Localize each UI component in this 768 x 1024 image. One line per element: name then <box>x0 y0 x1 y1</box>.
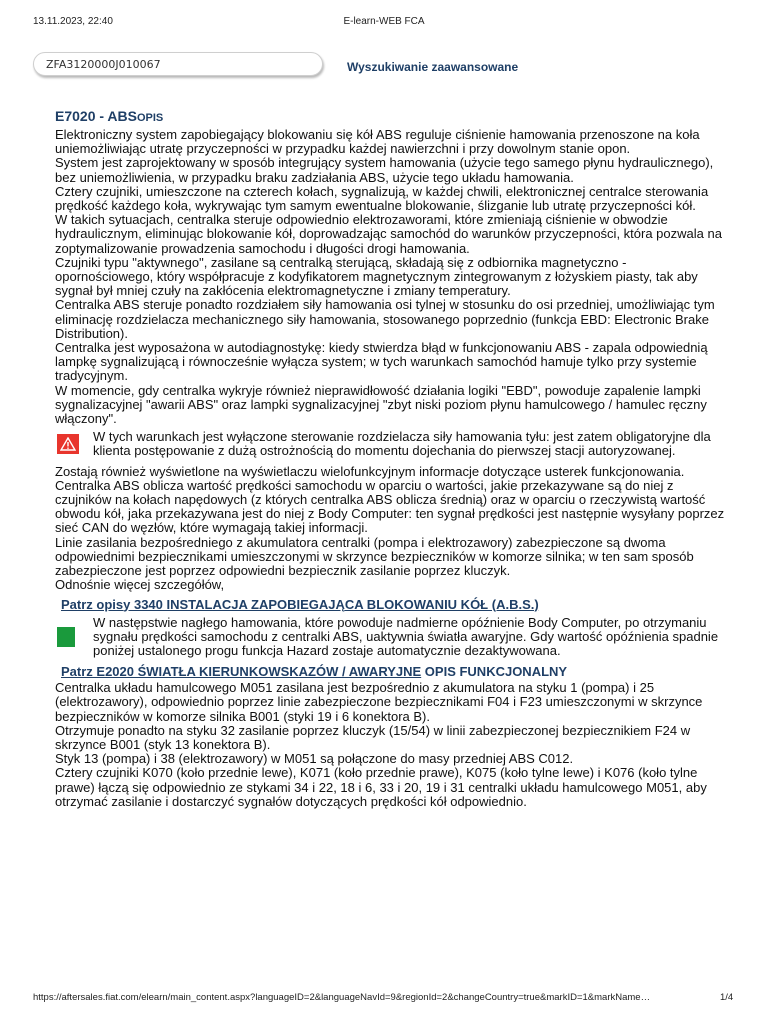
document-content <box>55 108 725 809</box>
body-paragraph: Centralka jest wyposażona w autodiagnostykę: kiedy stwierdza błąd w funkcjonowaniu ABS - zapala odpowiednią lampkę sygnalizującą i równocześnie wyłącza system; w tych warunkach samochód hamuje tylko przy systemie tradycyjnym. <box>55 340 708 384</box>
body-paragraph: Cztery czujniki K070 (koło przednie lewe), K071 (koło przednie prawe), K075 (koło tylne lewe) i K076 (koło tylne prawe) łączą się odpowiednio ze stykami 34 i 22, 18 i 6, 33 i 20, 19 i 31 centralki układu hamulcowego M051, aby otrzymać zasilanie i dostarczyć sygnałów dotyczących prędkości kół odpowiednio. <box>55 765 707 809</box>
body-paragraph: Czujniki typu "aktywnego", zasilane są centralką sterującą, składają się z odbiornika magnetyczno - opornościowego, który współpracuje z kodyfikatorem magnetycznym zintegrowanym z łożyskiem piasty, tak aby sygnał był mniej czuły na zakłócenia elektromagnetyczne i zmiany temperatury. <box>55 254 698 299</box>
description-paragraphs-3 <box>55 681 725 809</box>
reference-link-3340[interactable]: Patrz opisy 3340 INSTALACJA ZAPOBIEGAJĄCA BLOKOWANIU KÓŁ (A.B.S.) <box>61 596 539 612</box>
print-url: https://aftersales.fiat.com/elearn/main_content.aspx?languageID=2&languageNavId=9&regionId=2&changeCountry=true&markID=1&markName… <box>33 992 651 1003</box>
body-paragraph: Styk 13 (pompa) i 38 (elektrozawory) w M051 są połączone do masy przedniej ABS C012. <box>55 751 574 767</box>
reference-link-e2020[interactable]: Patrz E2020 ŚWIATŁA KIERUNKOWSKAZÓW / AWARYJNE <box>61 664 422 680</box>
body-paragraph: System jest zaprojektowany w sposób integrujący system hamowania (użycie tego samego płynu hydraulicznego), bez uniemożliwienia, w przypadku braku zadziałania ABS, użycie tego układu hamowania. <box>55 155 714 185</box>
body-paragraph: W momencie, gdy centralka wykryje również nieprawidłowość działania logiki "EBD", powoduje zapalenie lampki sygnalizacyjnej "awarii ABS" oraz lampki sygnalizacyjnej "zbyt niski poziom płynu hamulcowego / hamulec ręczny włączony". <box>55 382 707 427</box>
reference-hazard-lights <box>61 664 725 679</box>
body-paragraph: Otrzymuje ponadto na styku 32 zasilanie poprzez kluczyk (15/54) w linii zabezpieczonej bezpiecznikiem F24 w skrzynce B001 (styk 13 konektora B). <box>55 722 691 752</box>
body-paragraph: Cztery czujniki, umieszczone na czterech kołach, sygnalizują, w każdej chwili, elektronicznej centralce sterowania prędkość każdego koła, wykrywając tym samym ewentualne blokowanie, ślizganie lub utratę przyczepności kół. <box>55 183 709 214</box>
body-paragraph: Centralka układu hamulcowego M051 zasilana jest bezpośrednio z akumulatora na styku 1 (pompa) i 25 (elektrozawory), odpowiednio poprzez linie zabezpieczone bezpiecznikami F04 i F23 umieszczonymi w skrzynce bezpieczników w komorze silnika B001 (styki 19 i 6 konektora B). <box>55 680 703 724</box>
warning-note <box>55 430 725 458</box>
vin-search-input[interactable] <box>33 52 323 76</box>
advanced-search-link[interactable]: Wyszukiwanie zaawansowane <box>347 60 519 74</box>
info-note-text: W następstwie nagłego hamowania, które powoduje nadmierne opóźnienie Body Computer, po otrzymaniu sygnału prędkości samochodu z centralki ABS, uaktywnia światła awaryjne. Gdy wartość opóźnienia spadnie poniżej ustalonego progu funkcja Hazard zostaje automatycznie dezaktywowana. <box>93 614 719 658</box>
title-code: E7020 - ABS <box>55 108 137 124</box>
warning-triangle-icon <box>57 434 79 454</box>
body-paragraph: Linie zasilania bezpośredniego z akumulatora centralki (pompa i elektrozawory) zabezpieczone są dwoma odpowiednimi bezpiecznikami umieszczonymi w skrzynce bezpieczników w komorze silnika; w ten sam sposób zabezpieczone jest poprzez odpowiedni bezpiecznik zasilanie poprzez kluczyk. <box>55 534 694 579</box>
print-site-title: E-learn-WEB FCA <box>343 16 425 27</box>
body-paragraph: Odnośnie więcej szczegółów, <box>55 577 225 593</box>
body-paragraph: Elektroniczny system zapobiegający blokowaniu się kół ABS reguluje ciśnienie hamowania przenoszone na koła uniemożliwiając utratę przyczepności w przypadku każdej nawierzchni i przy dowolnym stanie opon. <box>55 127 700 157</box>
print-page-number: 1/4 <box>720 992 734 1003</box>
description-paragraphs-1 <box>55 128 725 426</box>
reference-tail: OPIS FUNKCJONALNY <box>421 664 568 680</box>
title-suffix: OPIS <box>136 112 164 124</box>
body-paragraph: Centralka ABS oblicza wartość prędkości samochodu w oparciu o wartości, jakie przekazywane są do niej z czujników na kołach napędowych (z których centralka ABS oblicza średnią) oraz w oparciu o rzeczywistą wartość obwodu kół, jaka przekazywana jest do niej z Body Computer: ten sygnał prędkości jest następnie wysyłany poprzez sieć CAN do węzłów, które wymagają takiej informacji. <box>55 477 725 536</box>
info-note <box>55 616 725 659</box>
description-paragraphs-2 <box>55 465 725 593</box>
body-paragraph: Centralka ABS steruje ponadto rozdziałem siły hamowania osi tylnej w stosunku do osi przedniej, umożliwiając tym eliminację rozdzielacza mechanicznego siły hamowania, stosowanego poprzednio (funkcja EBD: Electronic Brake Distribution). <box>55 297 715 341</box>
page-title <box>55 108 725 126</box>
body-paragraph: W takich sytuacjach, centralka steruje odpowiednio elektrozaworami, które zmieniają ciśnienie w obwodzie hydraulicznym, eliminując blokowanie kół, doprowadzając samochód do warunków przyczepności, która pozwala na zoptymalizowanie prowadzenia samochodu i długości drogi hamowania. <box>55 212 722 256</box>
body-paragraph: Zostają również wyświetlone na wyświetlaczu wielofunkcyjnym informacje dotyczące usterek funkcjonowania. <box>55 463 685 479</box>
print-header <box>0 0 768 28</box>
green-square-icon <box>57 627 75 647</box>
warning-note-text: W tych warunkach jest wyłączone sterowanie rozdzielacza siły hamowania tyłu: jest zatem obligatoryjne dla klienta postępowanie z dużą ostrożnością do momentu dojechania do pierwszej stacji autoryzowanej. <box>93 429 711 459</box>
print-date: 13.11.2023, 22:40 <box>33 16 113 27</box>
reference-abs-installation <box>61 597 725 612</box>
